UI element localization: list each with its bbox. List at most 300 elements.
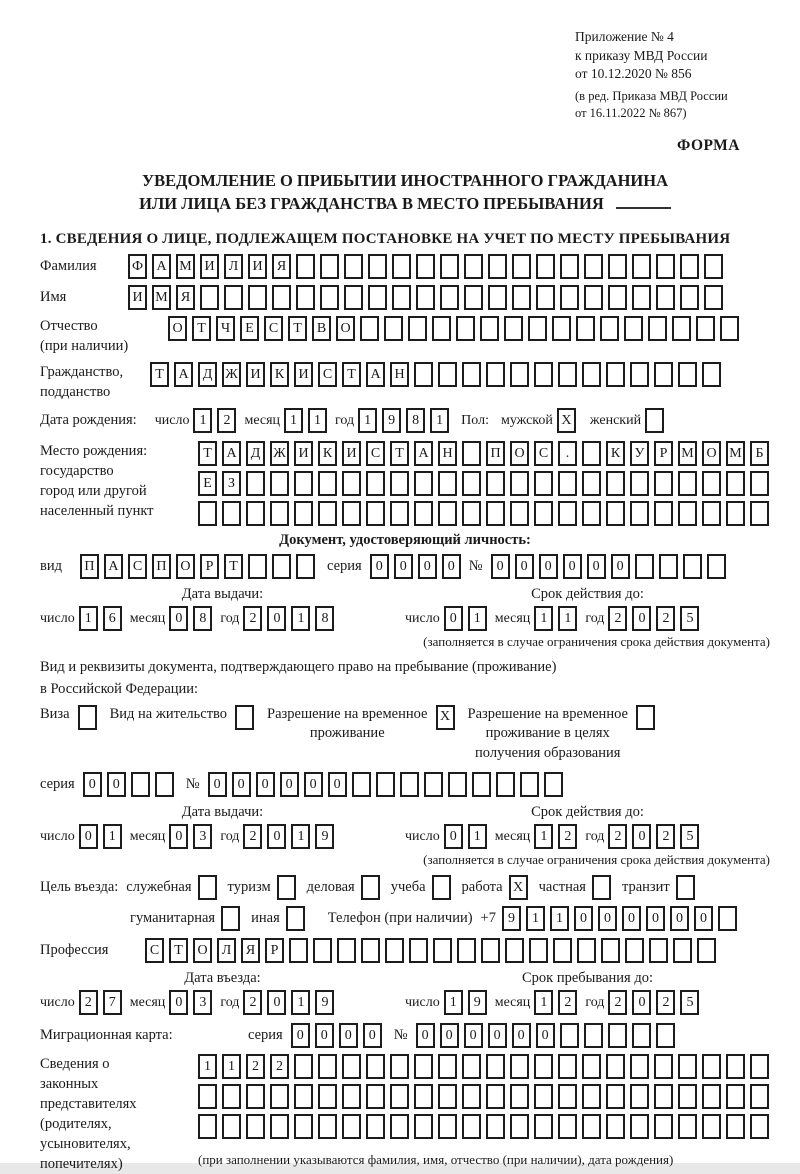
char-box[interactable]: 1 <box>444 990 463 1015</box>
char-box[interactable] <box>352 772 371 797</box>
char-box[interactable]: 0 <box>622 906 641 931</box>
char-box[interactable] <box>678 501 697 526</box>
char-box[interactable] <box>486 1114 505 1139</box>
char-box[interactable] <box>510 362 529 387</box>
char-box[interactable]: 8 <box>315 606 334 631</box>
char-box[interactable] <box>390 1114 409 1139</box>
char-box[interactable] <box>558 362 577 387</box>
char-box[interactable] <box>558 501 577 526</box>
char-box[interactable]: Ф <box>128 254 147 279</box>
char-box[interactable]: П <box>152 554 171 579</box>
char-box[interactable]: Т <box>288 316 307 341</box>
char-box[interactable]: Н <box>438 441 457 466</box>
char-box[interactable] <box>697 938 716 963</box>
char-box[interactable]: 0 <box>464 1023 483 1048</box>
char-box[interactable]: А <box>174 362 193 387</box>
char-box[interactable] <box>464 285 483 310</box>
char-box[interactable] <box>558 1054 577 1079</box>
char-box[interactable]: К <box>270 362 289 387</box>
char-box[interactable]: О <box>168 316 187 341</box>
char-box[interactable]: 0 <box>169 824 188 849</box>
char-box[interactable]: И <box>128 285 147 310</box>
char-box[interactable]: 0 <box>328 772 347 797</box>
char-box[interactable]: И <box>294 362 313 387</box>
char-box[interactable]: 0 <box>418 554 437 579</box>
char-box[interactable]: 9 <box>382 408 401 433</box>
char-box[interactable] <box>654 1084 673 1109</box>
char-box[interactable] <box>390 1054 409 1079</box>
char-box[interactable] <box>366 501 385 526</box>
char-box[interactable] <box>486 1084 505 1109</box>
char-box[interactable]: А <box>414 441 433 466</box>
char-box[interactable]: А <box>104 554 123 579</box>
char-box[interactable] <box>486 471 505 496</box>
char-box[interactable] <box>481 938 500 963</box>
char-box[interactable] <box>678 471 697 496</box>
char-box[interactable]: 0 <box>416 1023 435 1048</box>
char-box[interactable]: 0 <box>291 1023 310 1048</box>
char-box[interactable]: 1 <box>291 606 310 631</box>
char-box[interactable] <box>342 1084 361 1109</box>
char-box[interactable] <box>608 1023 627 1048</box>
char-box[interactable]: А <box>366 362 385 387</box>
char-box[interactable] <box>224 285 243 310</box>
char-box[interactable]: 5 <box>680 824 699 849</box>
char-box[interactable] <box>198 1114 217 1139</box>
char-box[interactable] <box>582 1054 601 1079</box>
char-box[interactable] <box>438 1114 457 1139</box>
char-box[interactable] <box>272 554 291 579</box>
char-box[interactable]: 0 <box>232 772 251 797</box>
char-box[interactable]: 0 <box>169 990 188 1015</box>
char-box[interactable] <box>360 316 379 341</box>
char-box[interactable] <box>678 362 697 387</box>
char-box[interactable]: 0 <box>632 990 651 1015</box>
char-box[interactable] <box>678 1114 697 1139</box>
char-box[interactable]: 1 <box>358 408 377 433</box>
char-box[interactable] <box>486 1054 505 1079</box>
char-box[interactable] <box>678 1084 697 1109</box>
char-box[interactable] <box>534 471 553 496</box>
char-box[interactable] <box>558 1084 577 1109</box>
char-box[interactable]: 8 <box>193 606 212 631</box>
char-box[interactable]: 0 <box>632 824 651 849</box>
char-box[interactable] <box>584 1023 603 1048</box>
char-box[interactable] <box>342 1114 361 1139</box>
sex-male-checkbox[interactable]: X <box>557 408 576 433</box>
char-box[interactable]: С <box>534 441 553 466</box>
char-box[interactable] <box>246 1084 265 1109</box>
char-box[interactable]: Я <box>176 285 195 310</box>
char-box[interactable] <box>272 285 291 310</box>
char-box[interactable] <box>504 316 523 341</box>
char-box[interactable] <box>608 285 627 310</box>
char-box[interactable]: 1 <box>534 824 553 849</box>
char-box[interactable] <box>296 254 315 279</box>
char-box[interactable] <box>385 938 404 963</box>
char-box[interactable]: О <box>702 441 721 466</box>
char-box[interactable]: 1 <box>198 1054 217 1079</box>
char-box[interactable]: М <box>152 285 171 310</box>
char-box[interactable]: 0 <box>539 554 558 579</box>
char-box[interactable] <box>366 1114 385 1139</box>
char-box[interactable] <box>376 772 395 797</box>
char-box[interactable]: 0 <box>315 1023 334 1048</box>
char-box[interactable] <box>560 285 579 310</box>
char-box[interactable] <box>600 316 619 341</box>
char-box[interactable] <box>488 285 507 310</box>
char-box[interactable] <box>726 501 745 526</box>
char-box[interactable] <box>198 501 217 526</box>
char-box[interactable] <box>198 1084 217 1109</box>
char-box[interactable] <box>606 362 625 387</box>
char-box[interactable]: 0 <box>444 606 463 631</box>
char-box[interactable]: 0 <box>611 554 630 579</box>
char-box[interactable] <box>630 1084 649 1109</box>
char-box[interactable] <box>510 1054 529 1079</box>
char-box[interactable] <box>294 1084 313 1109</box>
char-box[interactable] <box>392 285 411 310</box>
char-box[interactable]: 0 <box>442 554 461 579</box>
char-box[interactable] <box>246 501 265 526</box>
char-box[interactable] <box>560 1023 579 1048</box>
char-box[interactable] <box>606 471 625 496</box>
char-box[interactable]: 1 <box>468 824 487 849</box>
char-box[interactable] <box>750 471 769 496</box>
char-box[interactable] <box>582 441 601 466</box>
char-box[interactable]: 0 <box>694 906 713 931</box>
char-box[interactable] <box>248 285 267 310</box>
char-box[interactable]: П <box>486 441 505 466</box>
char-box[interactable]: О <box>336 316 355 341</box>
char-box[interactable]: З <box>222 471 241 496</box>
char-box[interactable] <box>294 471 313 496</box>
char-box[interactable] <box>438 471 457 496</box>
char-box[interactable]: 3 <box>193 824 212 849</box>
char-box[interactable] <box>318 1054 337 1079</box>
char-box[interactable]: 0 <box>208 772 227 797</box>
char-box[interactable] <box>222 1084 241 1109</box>
char-box[interactable]: 0 <box>515 554 534 579</box>
char-box[interactable] <box>438 362 457 387</box>
char-box[interactable] <box>342 1054 361 1079</box>
char-box[interactable]: 9 <box>468 990 487 1015</box>
char-box[interactable] <box>462 1114 481 1139</box>
char-box[interactable] <box>270 1084 289 1109</box>
char-box[interactable]: . <box>558 441 577 466</box>
char-box[interactable]: 0 <box>363 1023 382 1048</box>
char-box[interactable] <box>414 1114 433 1139</box>
char-box[interactable]: Т <box>169 938 188 963</box>
char-box[interactable]: 1 <box>534 606 553 631</box>
char-box[interactable]: И <box>200 254 219 279</box>
char-box[interactable] <box>702 1084 721 1109</box>
char-box[interactable]: Е <box>240 316 259 341</box>
char-box[interactable]: 0 <box>574 906 593 931</box>
char-box[interactable]: 0 <box>280 772 299 797</box>
char-box[interactable]: 0 <box>632 606 651 631</box>
char-box[interactable] <box>702 501 721 526</box>
char-box[interactable]: Т <box>390 441 409 466</box>
char-box[interactable]: 0 <box>394 554 413 579</box>
char-box[interactable] <box>582 362 601 387</box>
char-box[interactable] <box>505 938 524 963</box>
char-box[interactable]: 1 <box>291 990 310 1015</box>
residence-permit-checkbox[interactable] <box>235 705 254 730</box>
char-box[interactable]: 0 <box>670 906 689 931</box>
char-box[interactable]: 0 <box>646 906 665 931</box>
char-box[interactable]: 2 <box>243 606 262 631</box>
char-box[interactable] <box>200 285 219 310</box>
char-box[interactable]: Л <box>224 254 243 279</box>
char-box[interactable]: О <box>510 441 529 466</box>
char-box[interactable]: 1 <box>550 906 569 931</box>
char-box[interactable]: Т <box>192 316 211 341</box>
char-box[interactable]: И <box>342 441 361 466</box>
char-box[interactable]: У <box>630 441 649 466</box>
char-box[interactable] <box>270 471 289 496</box>
char-box[interactable] <box>632 1023 651 1048</box>
char-box[interactable] <box>409 938 428 963</box>
char-box[interactable] <box>462 1084 481 1109</box>
char-box[interactable] <box>344 254 363 279</box>
purpose-humanitarian-checkbox[interactable] <box>221 906 240 931</box>
char-box[interactable] <box>606 1114 625 1139</box>
char-box[interactable]: Ж <box>222 362 241 387</box>
char-box[interactable] <box>608 254 627 279</box>
char-box[interactable] <box>720 316 739 341</box>
char-box[interactable]: С <box>264 316 283 341</box>
char-box[interactable] <box>462 471 481 496</box>
char-box[interactable]: Д <box>198 362 217 387</box>
char-box[interactable]: 5 <box>680 606 699 631</box>
char-box[interactable] <box>318 1114 337 1139</box>
char-box[interactable]: 1 <box>103 824 122 849</box>
char-box[interactable] <box>750 1054 769 1079</box>
char-box[interactable] <box>678 1054 697 1079</box>
char-box[interactable]: 1 <box>534 990 553 1015</box>
char-box[interactable]: 0 <box>587 554 606 579</box>
char-box[interactable] <box>424 772 443 797</box>
char-box[interactable] <box>582 1084 601 1109</box>
char-box[interactable]: И <box>294 441 313 466</box>
char-box[interactable]: 1 <box>284 408 303 433</box>
char-box[interactable] <box>630 501 649 526</box>
char-box[interactable]: П <box>80 554 99 579</box>
char-box[interactable] <box>510 471 529 496</box>
char-box[interactable]: 1 <box>308 408 327 433</box>
char-box[interactable]: 2 <box>608 824 627 849</box>
char-box[interactable]: О <box>193 938 212 963</box>
char-box[interactable]: С <box>366 441 385 466</box>
char-box[interactable]: Б <box>750 441 769 466</box>
char-box[interactable]: 0 <box>563 554 582 579</box>
char-box[interactable] <box>296 554 315 579</box>
char-box[interactable] <box>496 772 515 797</box>
char-box[interactable] <box>222 501 241 526</box>
char-box[interactable] <box>726 1114 745 1139</box>
char-box[interactable]: Р <box>654 441 673 466</box>
char-box[interactable] <box>342 471 361 496</box>
char-box[interactable]: 0 <box>598 906 617 931</box>
char-box[interactable] <box>361 938 380 963</box>
char-box[interactable] <box>704 254 723 279</box>
char-box[interactable] <box>320 254 339 279</box>
char-box[interactable]: 2 <box>656 824 675 849</box>
char-box[interactable] <box>576 316 595 341</box>
char-box[interactable] <box>707 554 726 579</box>
char-box[interactable] <box>582 501 601 526</box>
char-box[interactable] <box>408 316 427 341</box>
char-box[interactable] <box>656 254 675 279</box>
char-box[interactable] <box>654 471 673 496</box>
char-box[interactable]: Т <box>224 554 243 579</box>
char-box[interactable]: 1 <box>558 606 577 631</box>
char-box[interactable]: А <box>152 254 171 279</box>
char-box[interactable]: 0 <box>267 824 286 849</box>
char-box[interactable] <box>270 501 289 526</box>
char-box[interactable]: 2 <box>608 990 627 1015</box>
char-box[interactable] <box>529 938 548 963</box>
char-box[interactable] <box>536 285 555 310</box>
char-box[interactable]: 2 <box>558 990 577 1015</box>
char-box[interactable] <box>654 1114 673 1139</box>
char-box[interactable] <box>552 316 571 341</box>
char-box[interactable]: И <box>246 362 265 387</box>
char-box[interactable] <box>630 471 649 496</box>
char-box[interactable] <box>294 1114 313 1139</box>
char-box[interactable] <box>544 772 563 797</box>
char-box[interactable]: 1 <box>430 408 449 433</box>
char-box[interactable]: М <box>176 254 195 279</box>
char-box[interactable] <box>222 1114 241 1139</box>
char-box[interactable]: О <box>176 554 195 579</box>
char-box[interactable] <box>672 316 691 341</box>
char-box[interactable]: 6 <box>103 606 122 631</box>
char-box[interactable] <box>624 316 643 341</box>
char-box[interactable] <box>318 471 337 496</box>
char-box[interactable] <box>528 316 547 341</box>
char-box[interactable] <box>414 501 433 526</box>
char-box[interactable]: С <box>318 362 337 387</box>
char-box[interactable]: 0 <box>440 1023 459 1048</box>
char-box[interactable]: Н <box>390 362 409 387</box>
char-box[interactable]: 2 <box>608 606 627 631</box>
char-box[interactable] <box>366 1054 385 1079</box>
char-box[interactable] <box>384 316 403 341</box>
char-box[interactable] <box>696 316 715 341</box>
char-box[interactable] <box>558 471 577 496</box>
char-box[interactable] <box>659 554 678 579</box>
sex-female-checkbox[interactable] <box>645 408 664 433</box>
char-box[interactable]: 9 <box>502 906 521 931</box>
char-box[interactable]: 0 <box>83 772 102 797</box>
char-box[interactable]: 0 <box>107 772 126 797</box>
char-box[interactable]: 1 <box>222 1054 241 1079</box>
char-box[interactable]: Ж <box>270 441 289 466</box>
char-box[interactable]: Р <box>265 938 284 963</box>
char-box[interactable]: И <box>248 254 267 279</box>
char-box[interactable] <box>392 254 411 279</box>
char-box[interactable] <box>726 1054 745 1079</box>
char-box[interactable] <box>582 1114 601 1139</box>
char-box[interactable] <box>462 501 481 526</box>
char-box[interactable]: 8 <box>406 408 425 433</box>
char-box[interactable] <box>294 501 313 526</box>
char-box[interactable]: 2 <box>656 606 675 631</box>
char-box[interactable]: 0 <box>444 824 463 849</box>
char-box[interactable] <box>464 254 483 279</box>
char-box[interactable] <box>534 1084 553 1109</box>
char-box[interactable]: 2 <box>243 990 262 1015</box>
char-box[interactable] <box>726 1084 745 1109</box>
char-box[interactable] <box>131 772 150 797</box>
char-box[interactable] <box>534 1114 553 1139</box>
char-box[interactable] <box>577 938 596 963</box>
char-box[interactable] <box>534 501 553 526</box>
char-box[interactable] <box>534 1054 553 1079</box>
char-box[interactable]: Е <box>198 471 217 496</box>
char-box[interactable] <box>366 1084 385 1109</box>
char-box[interactable] <box>456 316 475 341</box>
char-box[interactable] <box>462 441 481 466</box>
char-box[interactable] <box>534 362 553 387</box>
char-box[interactable] <box>750 501 769 526</box>
char-box[interactable]: 3 <box>193 990 212 1015</box>
char-box[interactable] <box>673 938 692 963</box>
char-box[interactable]: 0 <box>512 1023 531 1048</box>
char-box[interactable] <box>270 1114 289 1139</box>
char-box[interactable] <box>368 254 387 279</box>
char-box[interactable] <box>289 938 308 963</box>
purpose-tourism-checkbox[interactable] <box>277 875 296 900</box>
char-box[interactable] <box>414 1054 433 1079</box>
char-box[interactable]: 5 <box>680 990 699 1015</box>
char-box[interactable]: 0 <box>169 606 188 631</box>
char-box[interactable] <box>582 471 601 496</box>
char-box[interactable]: Л <box>217 938 236 963</box>
char-box[interactable] <box>414 362 433 387</box>
char-box[interactable]: 0 <box>267 606 286 631</box>
char-box[interactable]: Ч <box>216 316 235 341</box>
char-box[interactable] <box>390 471 409 496</box>
char-box[interactable] <box>656 1023 675 1048</box>
char-box[interactable] <box>718 906 737 931</box>
char-box[interactable] <box>440 254 459 279</box>
char-box[interactable] <box>750 1114 769 1139</box>
char-box[interactable] <box>553 938 572 963</box>
char-box[interactable]: Т <box>198 441 217 466</box>
char-box[interactable] <box>248 554 267 579</box>
char-box[interactable]: Д <box>246 441 265 466</box>
char-box[interactable]: 1 <box>291 824 310 849</box>
char-box[interactable]: 0 <box>256 772 275 797</box>
char-box[interactable]: Я <box>272 254 291 279</box>
char-box[interactable] <box>512 254 531 279</box>
char-box[interactable]: С <box>145 938 164 963</box>
char-box[interactable] <box>635 554 654 579</box>
purpose-study-checkbox[interactable] <box>432 875 451 900</box>
char-box[interactable] <box>472 772 491 797</box>
char-box[interactable] <box>702 362 721 387</box>
char-box[interactable]: М <box>726 441 745 466</box>
char-box[interactable]: 0 <box>267 990 286 1015</box>
char-box[interactable] <box>584 254 603 279</box>
char-box[interactable]: Я <box>241 938 260 963</box>
char-box[interactable] <box>440 285 459 310</box>
char-box[interactable]: 2 <box>243 824 262 849</box>
purpose-business-checkbox[interactable] <box>361 875 380 900</box>
